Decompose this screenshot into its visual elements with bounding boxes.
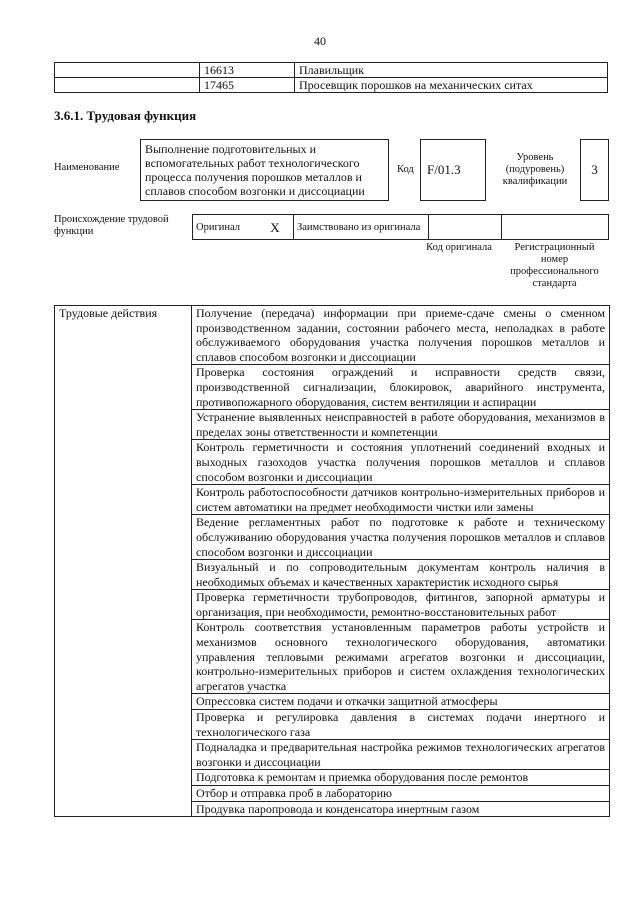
labor-action-item: Визуальный и по сопроводительным документам контроль наличия в необходимых объемах и качественных характеристик исходного сырья (192, 560, 610, 590)
occupation-name: Просевщик порошков на механических ситах (295, 78, 608, 93)
borrowed-label: Заимствовано из оригинала (294, 215, 429, 240)
table-row (55, 78, 608, 93)
labor-action-item: Контроль герметичности и состояния уплотнений соединений входных и выходных газоходов участка получения порошков металлов и сплавов способом возгонки и диссоциации (192, 440, 610, 485)
labor-action-item: Опрессовка систем подачи и откачки защитной атмосферы (192, 694, 610, 710)
table-cell-empty (55, 63, 200, 78)
labor-action-item: Ведение регламентных работ по подготовке к работе и техническому обслуживанию оборудования участка получения порошков металлов и сплавов способом возгонки и диссоциации (192, 515, 610, 560)
original-label: Оригинал (193, 215, 258, 240)
table-cell-empty (55, 78, 200, 93)
labor-actions-label: Трудовые действия (55, 306, 192, 817)
labor-action-item: Контроль работоспособности датчиков контрольно-измерительных приборов и систем автоматики на предмет необходимости чистки или замены (192, 485, 610, 515)
labor-action-item: Подналадка и предварительная настройка режимов технологических агрегатов возгонки и диссоциации (192, 740, 610, 770)
labor-action-item: Проверка состояния ограждений и исправности средств связи, производственной сигнализации, блокировок, аварийного инструмента, противопожарного оборудования, систем вентиляции и аспирации (192, 365, 610, 410)
labor-action-item: Продувка паропровода и конденсатора инертным газом (192, 801, 610, 817)
labor-action-item: Подготовка к ремонтам и приемка оборудования после ремонтов (192, 770, 610, 786)
original-mark: X (257, 215, 294, 240)
labor-action-item: Контроль соответствия установленным параметров работы устройств и механизмов основного технологического оборудования, автоматики управления тепловыми режимами агрегатов возгонки и диссоциации, контрольно-измерительных приборов и систем охлаждения технологических агрегатов участка (192, 620, 610, 694)
labor-actions-table (54, 305, 610, 817)
labor-action-item: Отбор и отправка проб в лабораторию (192, 786, 610, 802)
origin-label: Происхождение трудовой функции (54, 214, 169, 237)
occupation-code: 17465 (200, 78, 295, 93)
page-number: 40 (314, 34, 326, 48)
labor-action-item: Получение (передача) информации при приеме-сдаче смены о сменном производственном задании, состоянии рабочего места, неполадках в работе обслуживаемого оборудования участка получения порошков металлов и сплавов способом возгонки и диссоциации (192, 306, 610, 365)
table-row (55, 306, 610, 365)
occupation-name: Плавильщик (295, 63, 608, 78)
level-label: Уровень (подуровень) квалификации (502, 152, 568, 187)
code-original-cell (429, 215, 502, 240)
naimenovanie-label: Наименование (54, 162, 120, 173)
reg-number-cell (502, 215, 609, 240)
kod-label: Код (397, 164, 414, 175)
function-code-box: F/01.3 (420, 139, 486, 201)
function-name-box: Выполнение подготовительных и вспомогательных работ технологического процесса получения порошков металлов и сплавов способом возгонки и диссоциации (140, 139, 389, 201)
code-original-label: Код оригинала (426, 242, 492, 253)
occupation-code: 16613 (200, 63, 295, 78)
origin-table (192, 214, 609, 240)
table-row (55, 63, 608, 78)
labor-action-item: Проверка герметичности трубопроводов, фитингов, запорной арматуры и организация, при необходимости, ремонтно-восстановительных работ (192, 590, 610, 620)
reg-number-label: Регистрационный номер профессионального стандарта (510, 242, 599, 289)
section-heading: 3.6.1. Трудовая функция (54, 108, 197, 123)
occupations-table (54, 62, 608, 93)
labor-action-item: Проверка и регулировка давления в системах подачи инертного и технологического газа (192, 710, 610, 740)
level-value-box: 3 (580, 139, 609, 201)
table-row (193, 215, 609, 240)
labor-action-item: Устранение выявленных неисправностей в работе оборудования, механизмов в пределах зоны ответственности и компетенции (192, 410, 610, 440)
